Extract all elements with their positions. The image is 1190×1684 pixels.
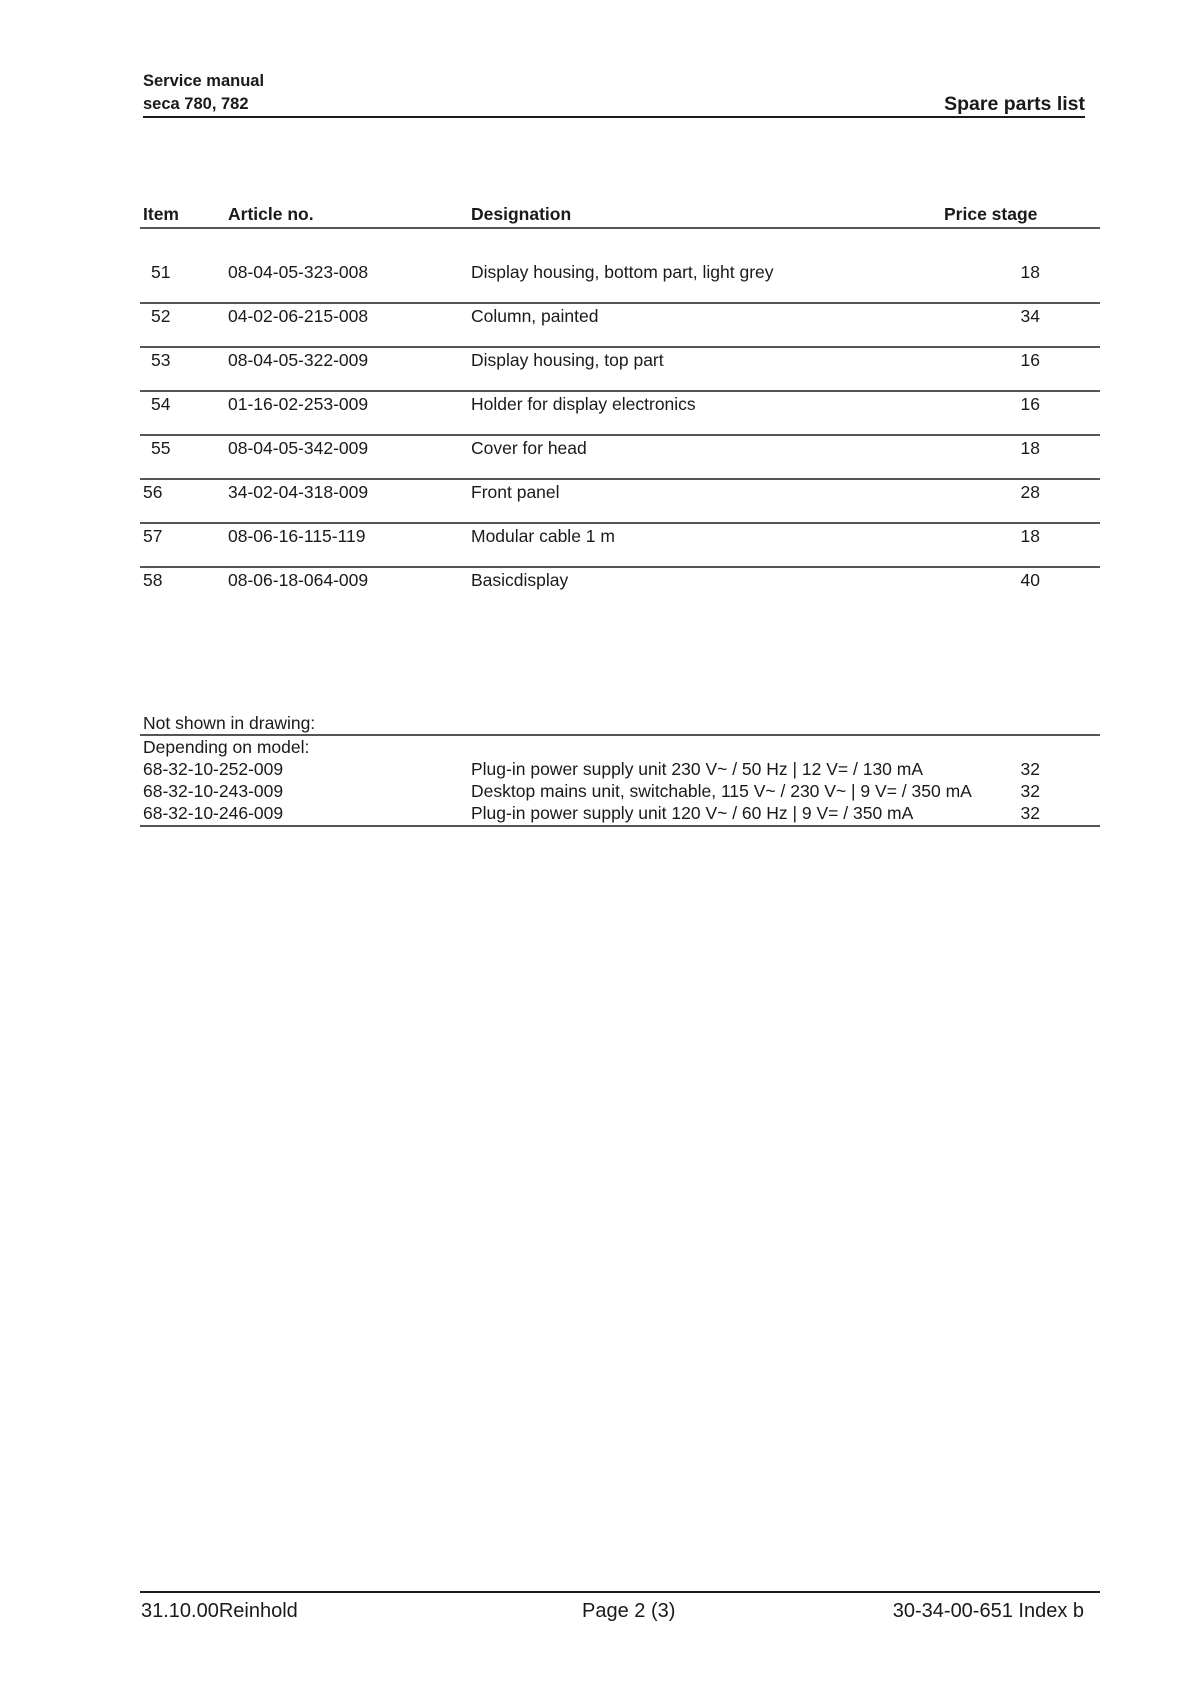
item-number: 53 (151, 350, 171, 370)
item-number: 52 (151, 306, 171, 326)
table-row (0, 570, 1190, 594)
not-shown-rule (140, 734, 1100, 736)
col-header-price: Price stage (944, 204, 1038, 224)
item-number: 55 (151, 438, 171, 458)
list-item (0, 781, 1190, 803)
item-number: 51 (151, 262, 171, 282)
designation: Holder for display electronics (471, 394, 696, 414)
price-stage: 16 (1020, 394, 1040, 414)
article-number: 01-16-02-253-009 (228, 394, 369, 414)
article-number: 08-04-05-342-009 (228, 438, 369, 458)
price-stage: 32 (1020, 759, 1040, 779)
not-shown-heading: Not shown in drawing: (143, 713, 316, 733)
footer-date-author: 31.10.00Reinhold (141, 1600, 298, 1622)
manual-title: Service manual (143, 72, 265, 90)
designation: Front panel (471, 482, 560, 502)
price-stage: 32 (1020, 781, 1040, 801)
list-item (0, 803, 1190, 825)
price-stage: 34 (1020, 306, 1040, 326)
article-number: 34-02-04-318-009 (228, 482, 369, 502)
header-rule (143, 116, 1085, 118)
model-name: seca 780, 782 (143, 95, 249, 113)
article-number: 08-04-05-323-008 (228, 262, 369, 282)
table-row (0, 482, 1190, 506)
designation: Modular cable 1 m (471, 526, 615, 546)
table-row (0, 350, 1190, 374)
not-shown-bottom-rule (140, 825, 1100, 827)
designation: Column, painted (471, 306, 599, 326)
row-divider (140, 390, 1100, 392)
price-stage: 18 (1020, 262, 1040, 282)
item-number: 58 (143, 570, 163, 590)
col-header-article: Article no. (228, 204, 314, 224)
table-header-rule (140, 227, 1100, 229)
row-divider (140, 302, 1100, 304)
designation: Display housing, bottom part, light grey (471, 262, 774, 282)
row-divider (140, 478, 1100, 480)
table-row (0, 526, 1190, 550)
price-stage: 18 (1020, 438, 1040, 458)
price-stage: 28 (1020, 482, 1040, 502)
section-title: Spare parts list (944, 93, 1085, 115)
row-divider (140, 566, 1100, 568)
article-number: 08-06-18-064-009 (228, 570, 369, 590)
article-number: 08-06-16-115-119 (228, 526, 366, 546)
designation: Plug-in power supply unit 120 V~ / 60 Hz | 9 V= / 350 mA (471, 803, 914, 823)
item-number: 56 (143, 482, 163, 502)
price-stage: 32 (1020, 803, 1040, 823)
footer-rule (140, 1591, 1100, 1593)
page-number: Page 2 (3) (582, 1600, 676, 1622)
table-row (0, 438, 1190, 462)
price-stage: 16 (1020, 350, 1040, 370)
designation: Desktop mains unit, switchable, 115 V~ / 230 V~ | 9 V= / 350 mA (471, 781, 972, 801)
price-stage: 40 (1020, 570, 1040, 590)
designation: Cover for head (471, 438, 587, 458)
item-number: 54 (151, 394, 171, 414)
price-stage: 18 (1020, 526, 1040, 546)
designation: Plug-in power supply unit 230 V~ / 50 Hz | 12 V= / 130 mA (471, 759, 924, 779)
col-header-item: Item (143, 204, 179, 224)
article-number: 68-32-10-246-009 (143, 803, 284, 823)
row-divider (140, 522, 1100, 524)
article-number: 08-04-05-322-009 (228, 350, 369, 370)
article-number: 04-02-06-215-008 (228, 306, 369, 326)
row-divider (140, 434, 1100, 436)
table-row (0, 262, 1190, 286)
table-row (0, 394, 1190, 418)
table-row (0, 306, 1190, 330)
article-number: 68-32-10-252-009 (143, 759, 284, 779)
article-number: 68-32-10-243-009 (143, 781, 284, 801)
designation: Display housing, top part (471, 350, 664, 370)
col-header-designation: Designation (471, 204, 572, 224)
item-number: 57 (143, 526, 163, 546)
list-item (0, 759, 1190, 781)
designation: Basicdisplay (471, 570, 569, 590)
document-number: 30-34-00-651 Index b (892, 1600, 1084, 1622)
row-divider (140, 346, 1100, 348)
depending-on-model: Depending on model: (143, 737, 310, 757)
